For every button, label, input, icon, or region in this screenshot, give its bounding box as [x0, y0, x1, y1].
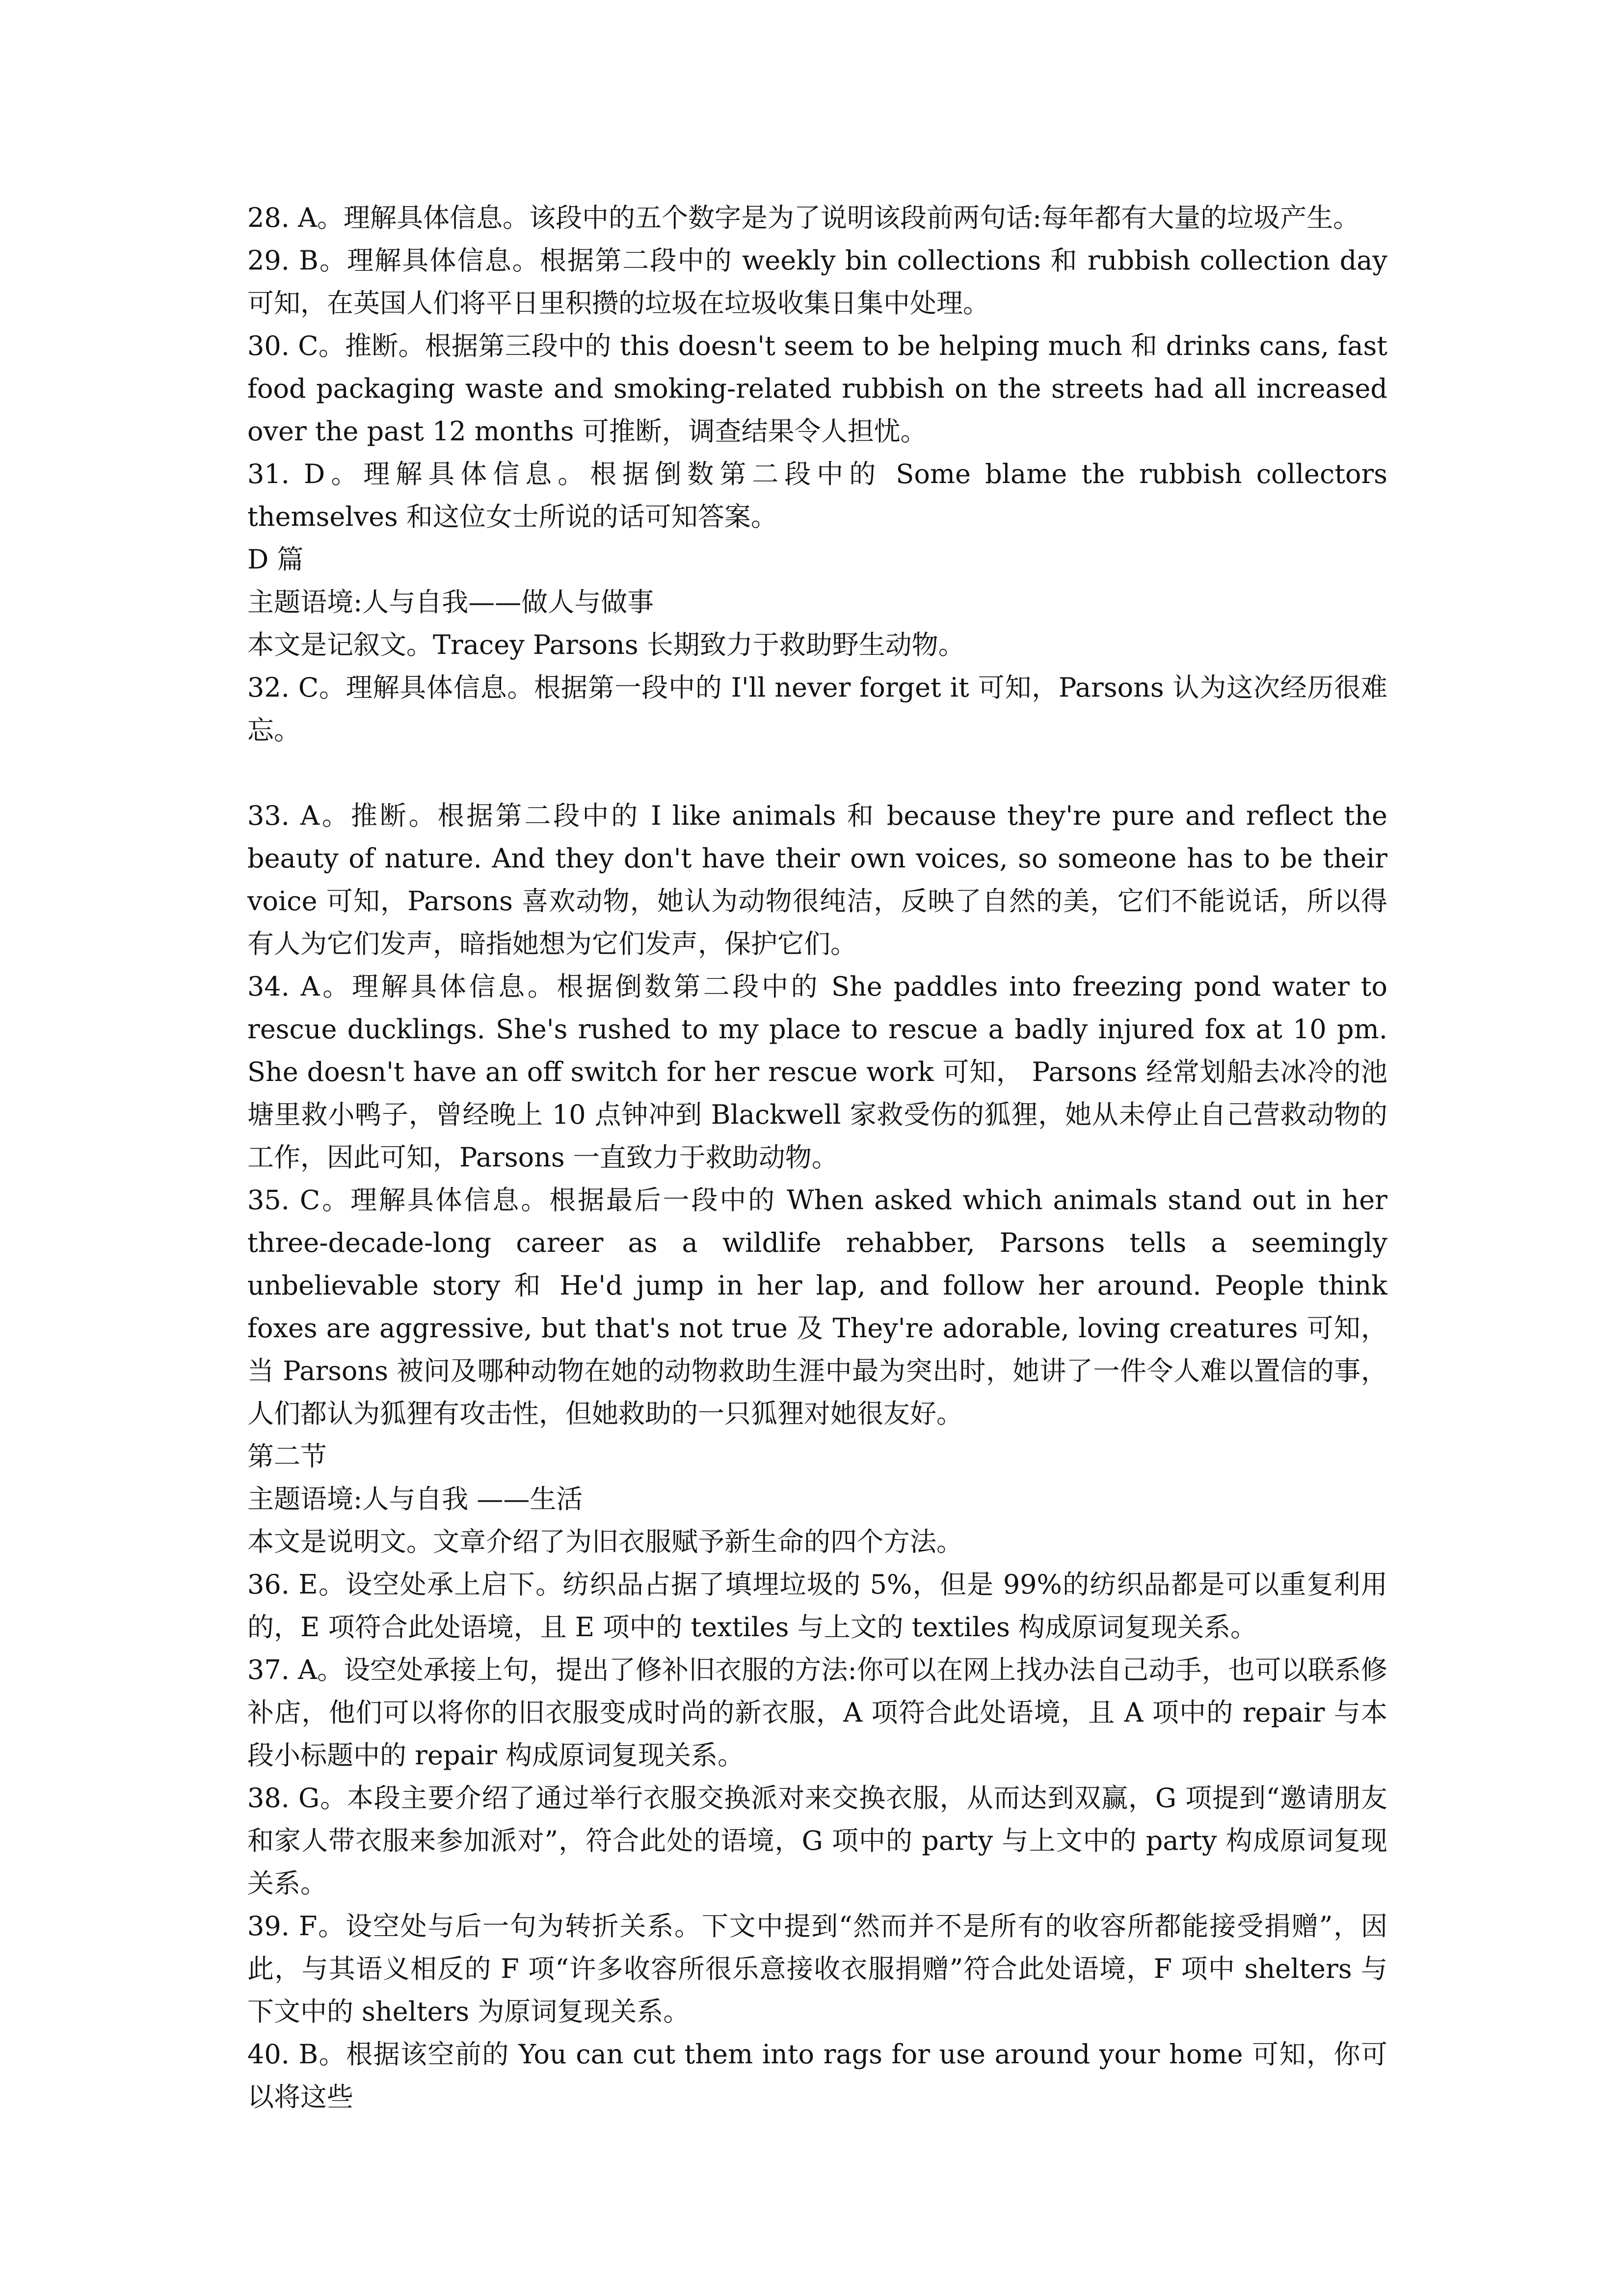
answer-33: 33. A。推断。根据第二段中的 I like animals 和 because they're pure and reflect the beauty of nature. And they don't have their own voices, so someone has to be their voice 可知，Parsons 喜欢动物，她认为动物很纯洁，反映了自然的美，它们不能说话，所以得有人为它们发声，暗指她想为它们发声，保护它们。	[247, 800, 1387, 959]
answer-36: 36. E。设空处承上启下。纺织品占据了填埋垃圾的 5%，但是 99%的纺织品都是可以重复利用的，E 项符合此处语境，且 E 项中的 textiles 与上文的 textiles 构成原词复现关系。	[247, 1569, 1387, 1643]
answer-35: 35. C。理解具体信息。根据最后一段中的 When asked which animals stand out in her three-decade-long career as a wildlife rehabber, Parsons tells a seemingly unbelievable story 和 He'd jump in her lap, and follow her around. People think foxes are aggressive, but that's not true 及 They're adorable, loving creatures 可知，当 Parsons 被问及哪种动物在她的动物救助生涯中最为突出时，她讲了一件令人难以置信的事，人们都认为狐狸有攻击性，但她救助的一只狐狸对她很友好。	[247, 1185, 1387, 1429]
answer-34: 34. A。理解具体信息。根据倒数第二段中的 She paddles into freezing pond water to rescue ducklings. She's rushed to my place to rescue a badly injured fox at 10 pm. She doesn't have an off switch for her rescue work 可知， Parsons 经常划船去冰冷的池塘里救小鸭子，曾经晚上 10 点钟冲到 Blackwell 家救受伤的狐狸，她从未停止自己营救动物的工作，因此可知，Parsons 一直致力于救助动物。	[247, 971, 1387, 1173]
section-heading-d: D 篇	[247, 544, 304, 575]
section-heading-part-two: 第二节	[247, 1441, 327, 1472]
theme-context-part-two: 主题语境:人与自我 ——生活	[247, 1484, 583, 1514]
answer-31: 31. D。理解具体信息。根据倒数第二段中的 Some blame the rubbish collectors themselves 和这位女士所说的话可知答案。	[247, 459, 1387, 532]
answer-40: 40. B。根据该空前的 You can cut them into rags for use around your home 可知，你可以将这些	[247, 2039, 1387, 2112]
summary-d: 本文是记叙文。Tracey Parsons 长期致力于救助野生动物。	[247, 629, 965, 660]
answer-37: 37. A。设空处承接上句，提出了修补旧衣服的方法:你可以在网上找办法自己动手，也可以联系修补店，他们可以将你的旧衣服变成时尚的新衣服，A 项符合此处语境，且 A 项中的 repair 与本段小标题中的 repair 构成原词复现关系。	[247, 1654, 1387, 1771]
answer-28: 28. A。理解具体信息。该段中的五个数字是为了说明该段前两句话:每年都有大量的垃圾产生。	[247, 202, 1360, 233]
answer-38: 38. G。本段主要介绍了通过举行衣服交换派对来交换衣服，从而达到双赢，G 项提到“邀请朋友和家人带衣服来参加派对”，符合此处的语境，G 项中的 party 与上文中的 party 构成原词复现关系。	[247, 1783, 1387, 1899]
theme-context-d: 主题语境:人与自我——做人与做事	[247, 587, 654, 618]
paragraph-gap	[247, 752, 1387, 794]
answer-30: 30. C。推断。根据第三段中的 this doesn't seem to be helping much 和 drinks cans, fast food packaging waste and smoking-related rubbish on the streets had all increased over the past 12 months 可推断，调查结果令人担忧。	[247, 330, 1387, 447]
answer-39: 39. F。设空处与后一句为转折关系。下文中提到“然而并不是所有的收容所都能接受捐赠”，因此，与其语义相反的 F 项“许多收容所很乐意接收衣服捐赠”符合此处语境，F 项中 shelters 与下文中的 shelters 为原词复现关系。	[247, 1911, 1387, 2027]
summary-part-two: 本文是说明文。文章介绍了为旧衣服赋予新生命的四个方法。	[247, 1526, 963, 1557]
answer-32: 32. C。理解具体信息。根据第一段中的 I'll never forget it 可知，Parsons 认为这次经历很难忘。	[247, 672, 1387, 746]
answer-29: 29. B。理解具体信息。根据第二段中的 weekly bin collections 和 rubbish collection day 可知，在英国人们将平日里积攒的垃圾在垃圾收集日集中处理。	[247, 245, 1387, 319]
